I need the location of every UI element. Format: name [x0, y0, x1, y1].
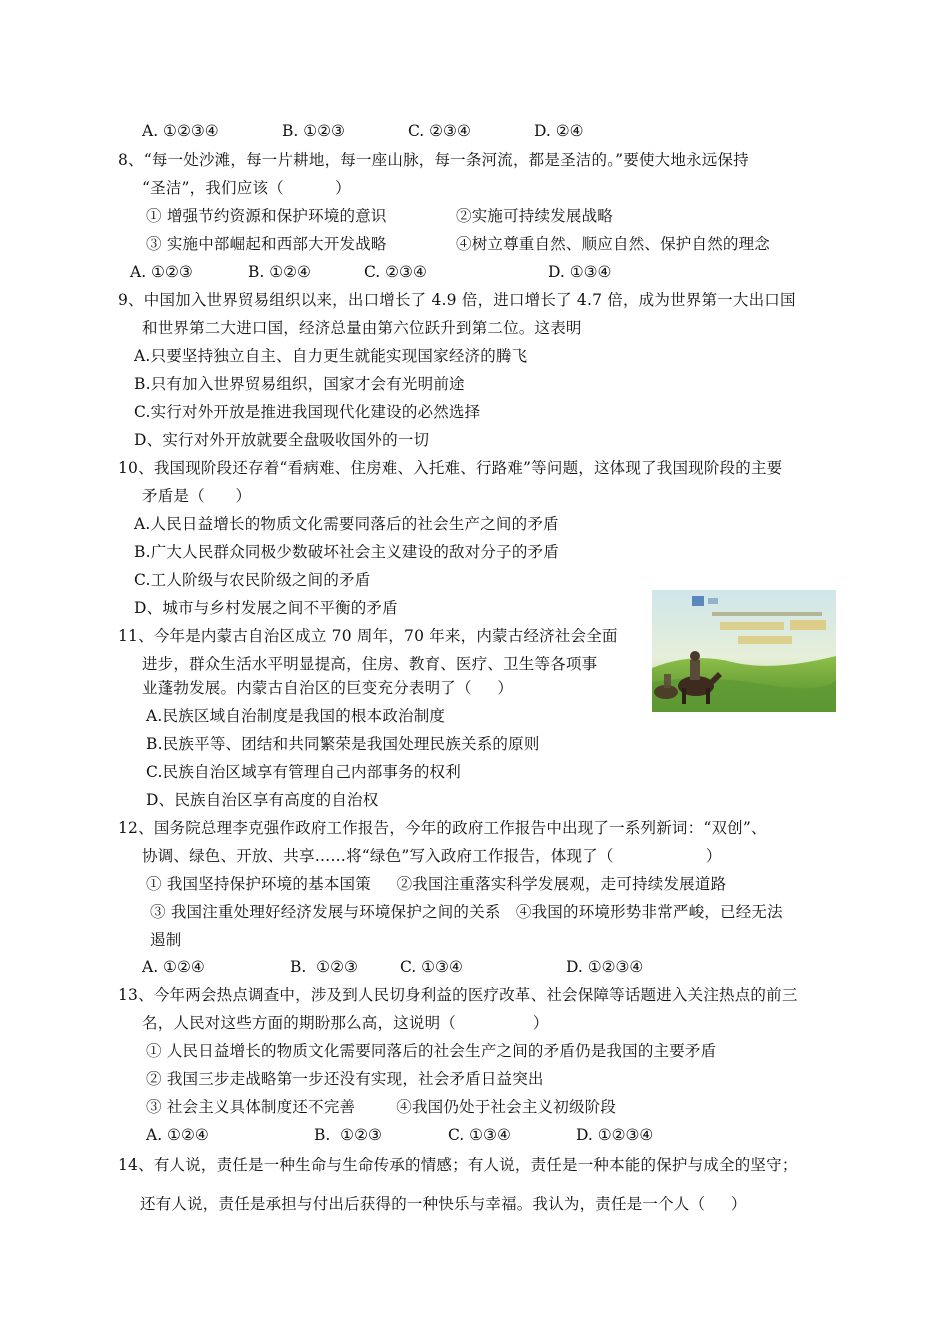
q8-item-4: ④树立尊重自然、顺应自然、保护自然的理念 — [456, 235, 771, 253]
q8-item-1: ① 增强节约资源和保护环境的意识 — [146, 207, 387, 225]
q9-stem-line2: 和世界第二大进口国，经济总量由第六位跃升到第二位。这表明 — [142, 319, 582, 337]
q11-option-c: C.民族自治区域享有管理自己内部事务的权利 — [146, 763, 461, 781]
q9-option-a: A.只要坚持独立自主、自力更生就能实现国家经济的腾飞 — [134, 347, 528, 365]
q13-item-3: ③ 社会主义具体制度还不完善 ④我国仍处于社会主义初级阶段 — [146, 1098, 617, 1116]
q12-option-c: C. ①③④ — [400, 958, 463, 976]
q12-items-line1: ① 我国坚持保护环境的基本国策 ②我国注重落实科学发展观，走可持续发展道路 — [146, 875, 727, 893]
q7-option-c: C. ②③④ — [408, 122, 471, 140]
q13-option-b: B. ①②③ — [314, 1126, 382, 1144]
q12-items-line2: ③ 我国注重处理好经济发展与环境保护之间的关系 ④我国的环境形势非常严峻，已经无法 — [150, 903, 783, 921]
q11-stem-line3: 业蓬勃发展。内蒙古自治区的巨变充分表明了（ ） — [142, 679, 514, 697]
q10-option-c: C.工人阶级与农民阶级之间的矛盾 — [134, 571, 371, 589]
q11-stem-line1: 11、今年是内蒙古自治区成立 70 周年，70 年来，内蒙古经济社会全面 — [118, 627, 618, 645]
q8-option-b: B. ①②④ — [248, 263, 311, 281]
q11-option-d: D、民族自治区享有高度的自治权 — [146, 791, 379, 809]
q12-option-d: D. ①②③④ — [566, 958, 644, 976]
q8-option-a: A. ①②③ — [130, 263, 193, 281]
q10-option-a: A.人民日益增长的物质文化需要同落后的社会生产之间的矛盾 — [134, 515, 559, 533]
q8-stem-line1: 8、“每一处沙滩，每一片耕地，每一座山脉，每一条河流，都是圣洁的。”要使大地永远保持 — [118, 151, 749, 169]
q13-option-a: A. ①②④ — [146, 1126, 209, 1144]
q7-option-a: A. ①②③④ — [142, 122, 219, 140]
q8-item-2: ②实施可持续发展战略 — [456, 207, 614, 225]
q13-stem-line2: 名，人民对这些方面的期盼那么高，这说明（ ） — [142, 1014, 549, 1032]
q10-stem-line1: 10、我国现阶段还存着“看病难、住房难、入托难、行路难”等问题，这体现了我国现阶段的主要 — [118, 459, 783, 477]
q13-stem-line1: 13、今年两会热点调查中，涉及到人民切身利益的医疗改革、社会保障等话题进入关注热点的前三 — [118, 986, 798, 1004]
q9-option-c: C.实行对外开放是推进我国现代化建设的必然选择 — [134, 403, 481, 421]
q14-stem-line1: 14、有人说，责任是一种生命与生命传承的情感；有人说，责任是一种本能的保护与成全的坚守； — [118, 1156, 798, 1174]
q12-option-b: B. ①②③ — [290, 958, 358, 976]
q9-option-d: D、实行对外开放就要全盘吸收国外的一切 — [134, 431, 430, 449]
q12-items-line3: 遏制 — [150, 931, 182, 949]
q9-option-b: B.只有加入世界贸易组织，国家才会有光明前途 — [134, 375, 465, 393]
q11-option-b: B.民族平等、团结和共同繁荣是我国处理民族关系的原则 — [146, 735, 540, 753]
q14-stem-line2: 还有人说，责任是承担与付出后获得的一种快乐与幸福。我认为，责任是一个人（ ） — [140, 1195, 747, 1213]
q13-option-d: D. ①②③④ — [576, 1126, 654, 1144]
q8-item-3: ③ 实施中部崛起和西部大开发战略 — [146, 235, 387, 253]
q8-option-d: D. ①③④ — [548, 263, 612, 281]
q12-stem-line1: 12、国务院总理李克强作政府工作报告，今年的政府工作报告中出现了一系列新词：“双创”、 — [118, 819, 767, 837]
q12-option-a: A. ①②④ — [142, 958, 205, 976]
q12-stem-line2: 协调、绿色、开放、共享……将“绿色”写入政府工作报告，体现了（ ） — [142, 847, 722, 865]
q10-stem-line2: 矛盾是（ ） — [142, 487, 252, 505]
q8-stem-line2: “圣洁”，我们应该（ ） — [142, 179, 351, 197]
q13-item-1: ① 人民日益增长的物质文化需要同落后的社会生产之间的矛盾仍是我国的主要矛盾 — [146, 1042, 717, 1060]
q7-option-b: B. ①②③ — [282, 122, 345, 140]
q7-option-d: D. ②④ — [534, 122, 584, 140]
q10-option-b: B.广大人民群众同极少数破坏社会主义建设的敌对分子的矛盾 — [134, 543, 559, 561]
q10-option-d: D、城市与乡村发展之间不平衡的矛盾 — [134, 599, 398, 617]
q11-stem-line2: 进步，群众生活水平明显提高，住房、教育、医疗、卫生等各项事 — [142, 655, 598, 673]
q13-item-2: ② 我国三步走战略第一步还没有实现，社会矛盾日益突出 — [146, 1070, 544, 1088]
inner-mongolia-70th-anniversary-photo — [652, 590, 836, 712]
q9-stem-line1: 9、中国加入世界贸易组织以来，出口增长了 4.9 倍，进口增长了 4.7 倍，成为世界第一大出口国 — [118, 291, 796, 309]
q11-option-a: A.民族区域自治制度是我国的根本政治制度 — [146, 707, 446, 725]
q8-option-c: C. ②③④ — [364, 263, 427, 281]
q13-option-c: C. ①③④ — [448, 1126, 511, 1144]
